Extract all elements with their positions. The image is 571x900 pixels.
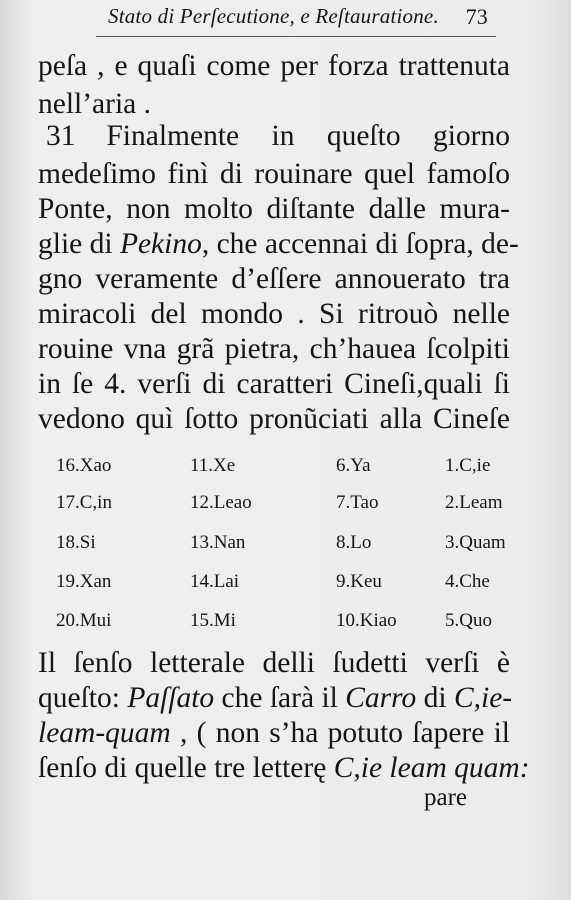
closing-line-2-b: che ſarà il bbox=[214, 682, 346, 714]
table-cell: 5.Quo bbox=[445, 610, 492, 631]
closing-line-2 bbox=[38, 679, 513, 717]
closing-line-3-rest: , ( non s’ha potuto ſapere il bbox=[170, 717, 510, 749]
paragraph-31-line-5: gno veramente d’eſſere annouerato tra bbox=[38, 263, 510, 295]
table-cell: 8.Lo bbox=[336, 532, 372, 553]
table-cell: 12.Leao bbox=[190, 492, 252, 513]
closing-line-1: Il ſenſo letterale delli ſudetti verſi è bbox=[38, 647, 510, 679]
table-cell: 16.Xao bbox=[56, 455, 112, 476]
paragraph-31-line-1-text: Finalmente in queſto giorno bbox=[106, 120, 510, 152]
closing-line-2-italic-1: Paſſato bbox=[127, 682, 215, 714]
paragraph-31-line-7: rouine vna grã pietra, ch’hauea ſcolpiti bbox=[38, 333, 510, 365]
table-cell: 6.Ya bbox=[336, 455, 371, 476]
table-cell: 13.Nan bbox=[190, 532, 246, 553]
text-line-2: nell’aria . bbox=[38, 88, 152, 120]
text-line-1: peſa , e quaſi come per forza trattenuta bbox=[38, 50, 510, 82]
table-cell: 3.Quam bbox=[445, 532, 506, 553]
paragraph-31-line-3: Ponte, non molto diſtante dalle mura- bbox=[38, 193, 510, 225]
closing-line-2-c: di bbox=[416, 682, 454, 714]
table-cell: 4.Che bbox=[445, 571, 490, 592]
line-4-end: , che accennai di ſopra, de- bbox=[201, 228, 519, 260]
table-cell: 7.Tao bbox=[336, 492, 379, 513]
closing-line-4-a: ſenſo di quelle tre letterę bbox=[38, 752, 334, 784]
table-cell: 18.Si bbox=[56, 532, 96, 553]
closing-line-3 bbox=[38, 714, 510, 752]
closing-line-4 bbox=[38, 749, 530, 787]
table-cell: 10.Kiao bbox=[336, 610, 397, 631]
line-4-start: glie di bbox=[38, 228, 120, 260]
place-name-pekino: Pekino bbox=[119, 228, 202, 260]
page-number: 73 bbox=[465, 4, 488, 29]
closing-line-4-italic: C,ie leam quam: bbox=[333, 752, 530, 784]
table-cell: 19.Xan bbox=[56, 571, 112, 592]
closing-line-2-italic-2: Carro bbox=[345, 682, 417, 714]
catchword: pare bbox=[424, 784, 468, 811]
header-rule bbox=[96, 36, 496, 37]
paragraph-31-line-4 bbox=[38, 225, 519, 263]
running-head-title: Stato di Perſecutione, e Reſtauratione. bbox=[108, 4, 439, 28]
paragraph-number: 31 bbox=[46, 120, 76, 152]
closing-line-2-a: queſto: bbox=[38, 682, 128, 714]
table-cell: 1.C,ie bbox=[445, 455, 491, 476]
paragraph-31-line-6: miracoli del mondo . Si ritrouò nelle bbox=[38, 298, 510, 330]
closing-line-3-italic: leam-quam bbox=[38, 717, 171, 749]
table-cell: 2.Leam bbox=[445, 492, 503, 513]
table-cell: 20.Mui bbox=[56, 610, 112, 631]
table-cell: 15.Mi bbox=[190, 610, 236, 631]
paragraph-31-line-9: vedono quì ſotto pronũciati alla Cineſe bbox=[38, 403, 510, 435]
running-head bbox=[108, 4, 488, 29]
table-cell: 14.Lai bbox=[190, 571, 240, 592]
paragraph-31-line-8: in ſe 4. verſi di caratteri Cineſi,quali ſi bbox=[38, 368, 510, 400]
closing-line-2-italic-3: C,ie- bbox=[453, 682, 513, 714]
table-cell: 17.C,in bbox=[56, 492, 112, 513]
paragraph-31-line-2: medeſimo finì di rouinare quel famoſo bbox=[38, 158, 510, 190]
table-cell: 11.Xe bbox=[190, 455, 236, 476]
table-cell: 9.Keu bbox=[336, 571, 382, 592]
paragraph-31-first-line bbox=[38, 117, 510, 155]
